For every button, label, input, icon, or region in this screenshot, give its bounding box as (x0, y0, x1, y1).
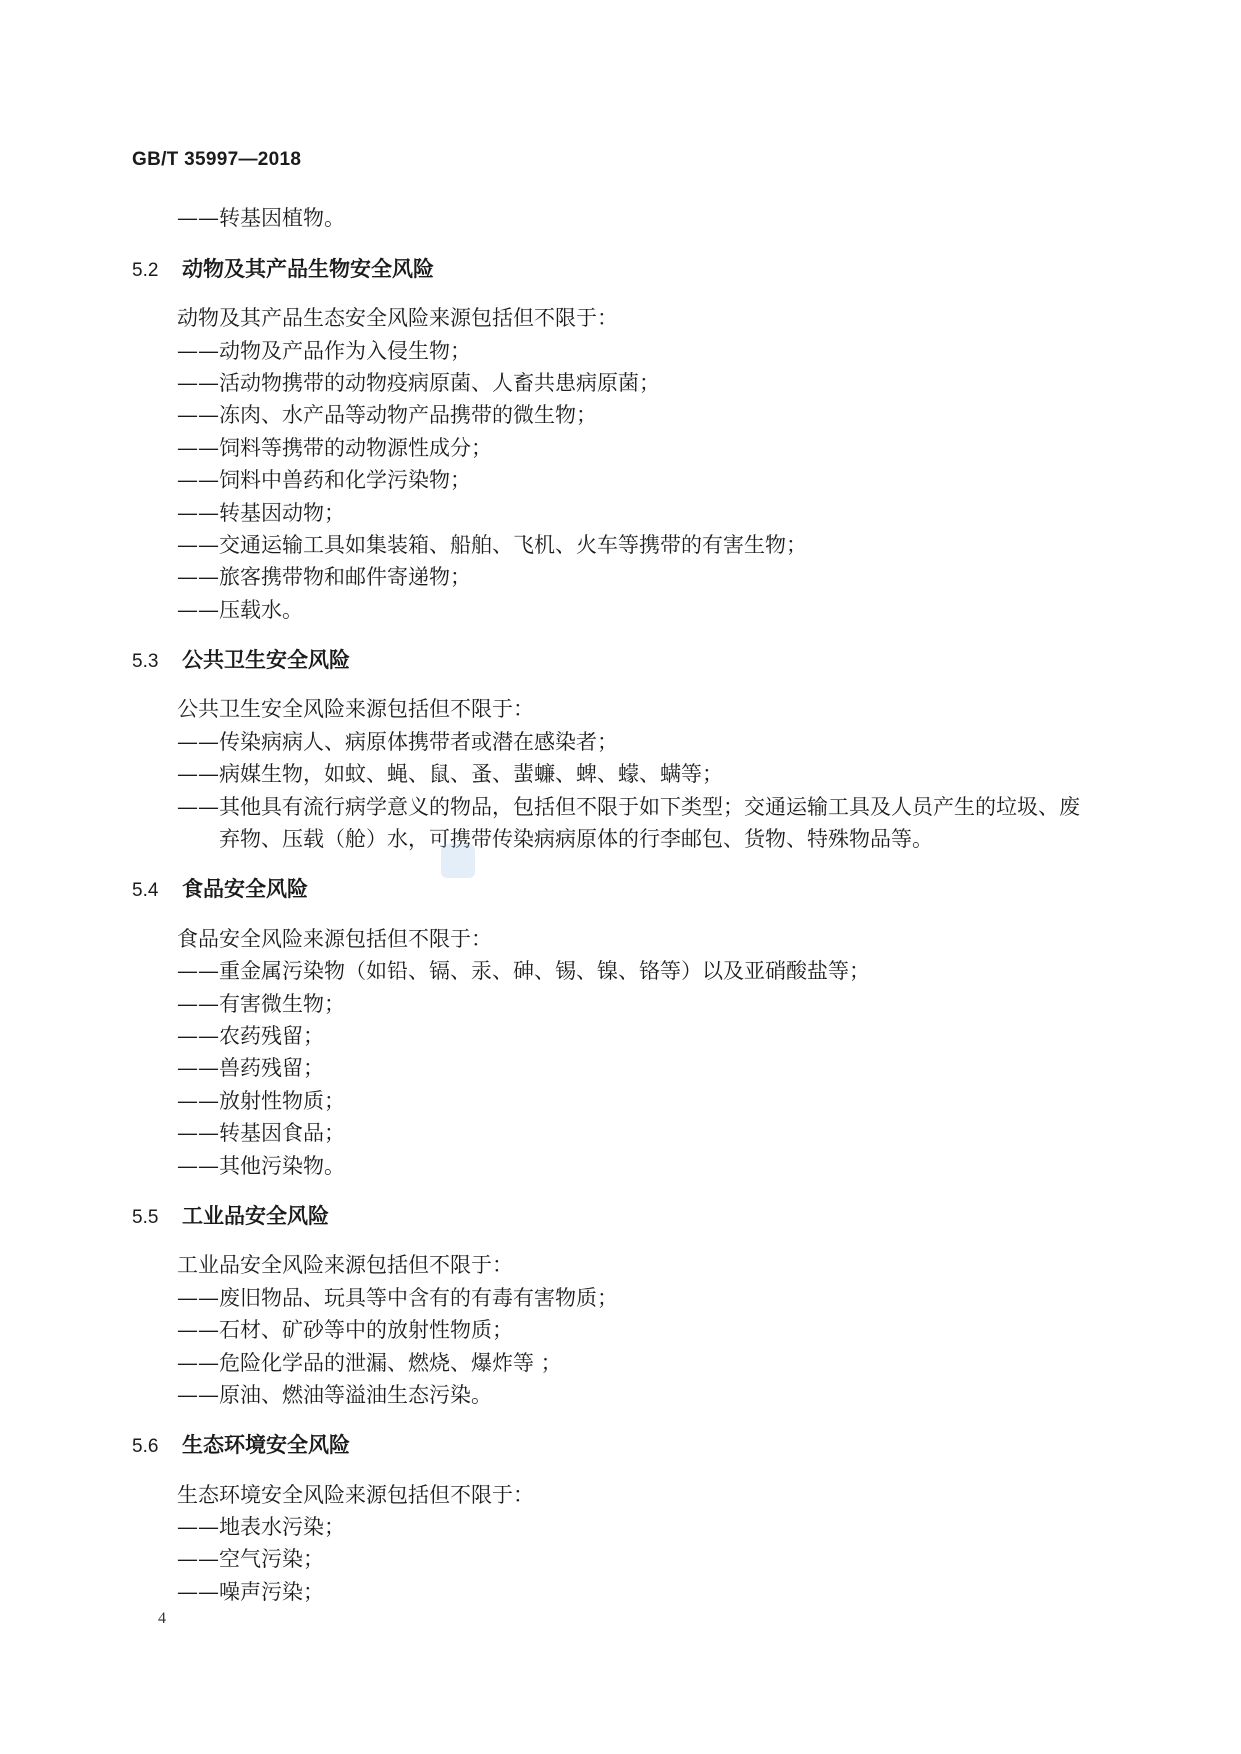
list-item: ——放射性物质； (177, 1088, 345, 1113)
list-item-continuation: 弃物、压载（舱）水，可携带传染病病原体的行李邮包、货物、特殊物品等。 (219, 827, 933, 852)
list-item: ——其他具有流行病学意义的物品，包括但不限于如下类型；交通运输工具及人员产生的垃圾、废 (177, 794, 1080, 819)
list-item: ——农药残留； (177, 1023, 324, 1048)
list-item: ——转基因植物。 (177, 206, 345, 231)
page-number: 4 (158, 1610, 166, 1627)
list-item: ——噪声污染； (177, 1579, 324, 1604)
section-heading (132, 1200, 1241, 1232)
list-item: ——冻肉、水产品等动物产品携带的微生物； (177, 403, 597, 428)
document-code: GB/T 35997—2018 (132, 149, 302, 170)
list-item: ——废旧物品、玩具等中含有的有毒有害物质； (177, 1285, 618, 1310)
list-item: ——空气污染； (177, 1547, 324, 1572)
list-item: ——石材、矿砂等中的放射性物质； (177, 1318, 513, 1343)
section-5-4 (0, 873, 1241, 1182)
section-5-3 (0, 644, 1241, 855)
watermark-logo (441, 844, 475, 878)
list-item: ——传染病病人、病原体携带者或潜在感染者； (177, 729, 618, 754)
list-item: ——饲料等携带的动物源性成分； (177, 435, 492, 460)
list-item: ——其他污染物。 (177, 1153, 345, 1178)
list-item: ——兽药残留； (177, 1056, 324, 1081)
list-item: ——转基因食品； (177, 1121, 345, 1146)
section-title: 动物及其产品生物安全风险 (182, 256, 434, 281)
section-number: 5.4 (132, 880, 159, 902)
list-item: ——原油、燃油等溢油生态污染。 (177, 1382, 492, 1407)
list-item: ——压载水。 (177, 597, 303, 622)
list-item: ——重金属污染物（如铅、镉、汞、砷、锡、镍、铬等）以及亚硝酸盐等； (177, 959, 870, 984)
section-number: 5.5 (132, 1206, 159, 1228)
list-item: ——危险化学品的泄漏、燃烧、爆炸等 ； (177, 1350, 562, 1375)
section-intro: 生态环境安全风险来源包括但不限于： (177, 1482, 534, 1507)
section-5-2 (0, 253, 1241, 626)
list-item: ——地表水污染； (177, 1515, 345, 1540)
list-item: ——旅客携带物和邮件寄递物； (177, 565, 471, 590)
list-item: ——活动物携带的动物疫病原菌、人畜共患病原菌； (177, 370, 660, 395)
section-heading (132, 1429, 1241, 1461)
section-title: 食品安全风险 (182, 877, 308, 902)
section-heading (132, 873, 1241, 905)
list-item: ——转基因动物； (177, 500, 345, 525)
list-item: ——病媒生物，如蚊、蝇、鼠、蚤、蜚蠊、蜱、蠓、螨等； (177, 762, 723, 787)
section-heading (132, 253, 1241, 285)
section-title: 公共卫生安全风险 (182, 648, 350, 673)
section-number: 5.3 (132, 651, 159, 673)
section-intro: 工业品安全风险来源包括但不限于： (177, 1253, 513, 1278)
list-item: ——有害微生物； (177, 991, 345, 1016)
list-item: ——饲料中兽药和化学污染物； (177, 468, 471, 493)
section-intro: 动物及其产品生态安全风险来源包括但不限于： (177, 306, 618, 331)
section-number: 5.2 (132, 259, 159, 281)
section-title: 工业品安全风险 (182, 1203, 329, 1228)
section-5-6 (0, 1429, 1241, 1608)
section-title: 生态环境安全风险 (182, 1433, 350, 1458)
list-item: ——交通运输工具如集装箱、船舶、飞机、火车等携带的有害生物； (177, 532, 807, 557)
section-number: 5.6 (132, 1436, 159, 1458)
section-intro: 食品安全风险来源包括但不限于： (177, 926, 492, 951)
section-intro: 公共卫生安全风险来源包括但不限于： (177, 697, 534, 722)
section-5-5 (0, 1200, 1241, 1411)
section-heading (132, 644, 1241, 676)
list-item: ——动物及产品作为入侵生物； (177, 338, 471, 363)
